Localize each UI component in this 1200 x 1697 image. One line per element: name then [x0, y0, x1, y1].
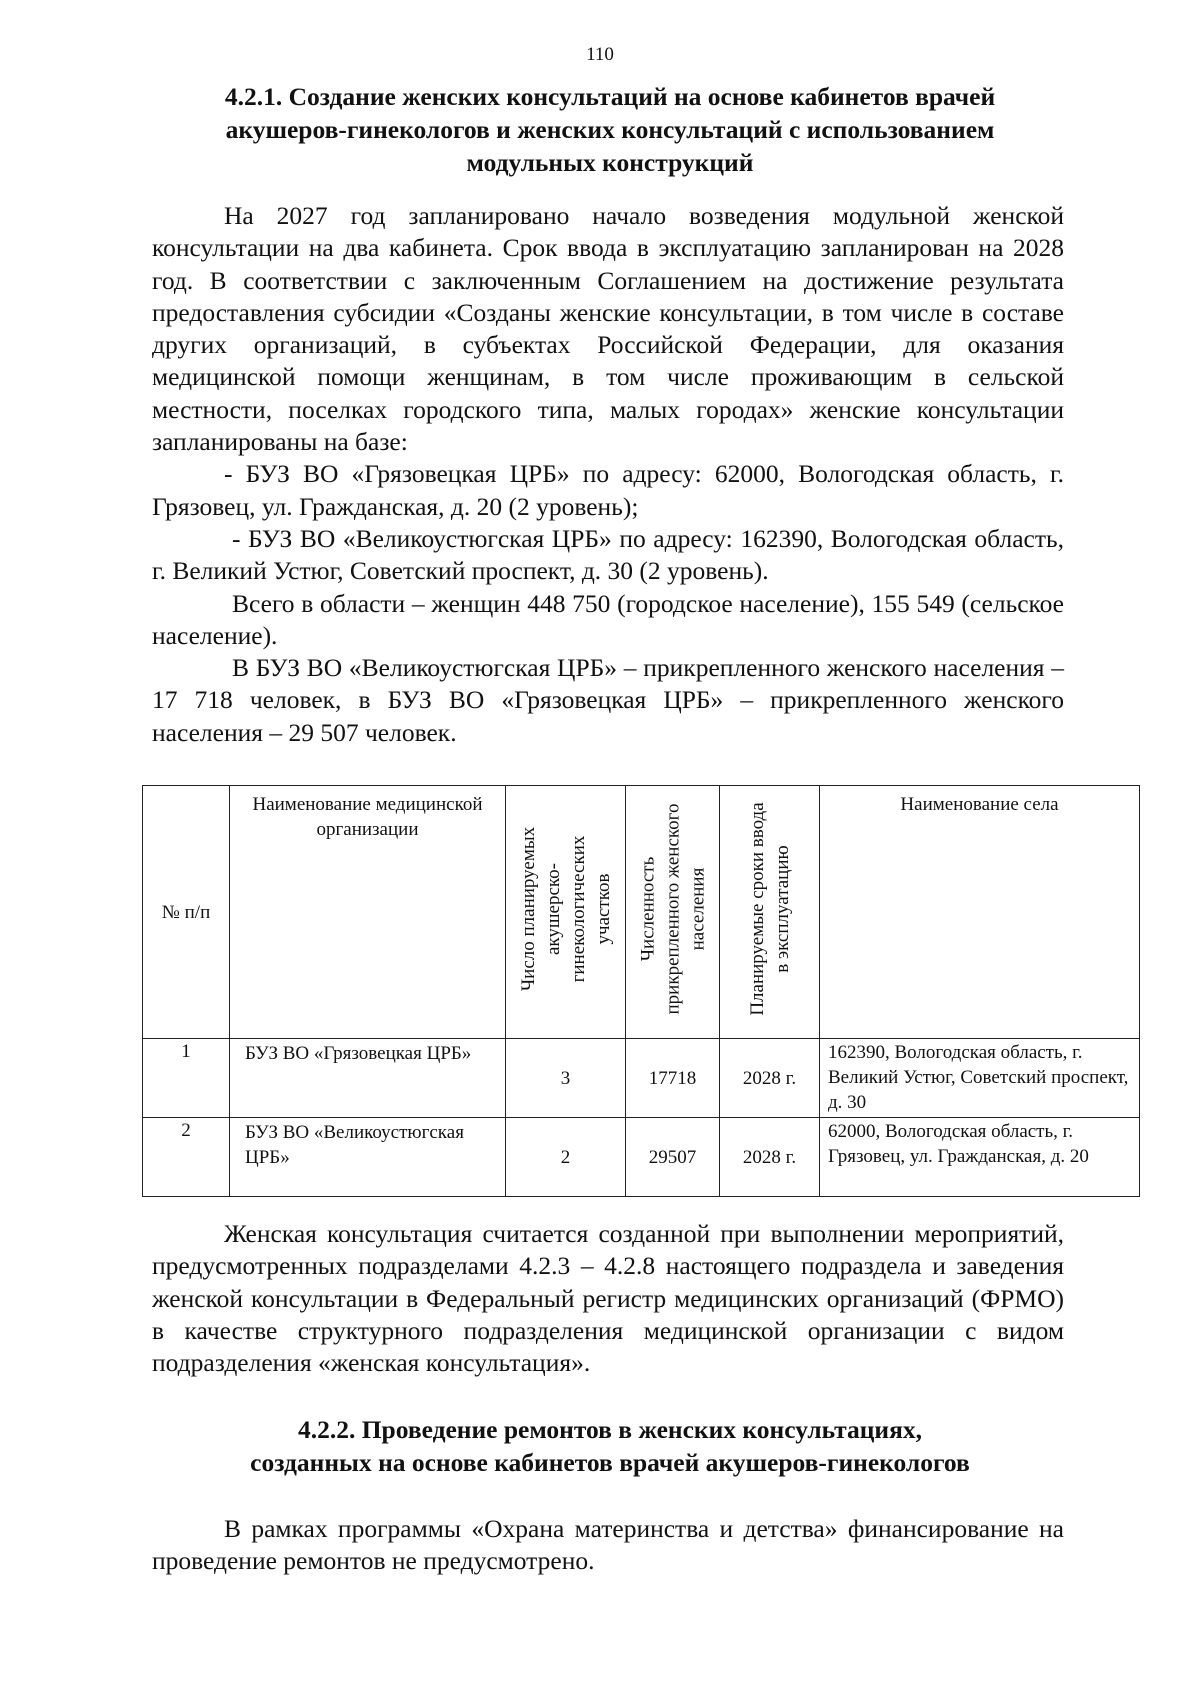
cell-population: 29507	[626, 1118, 720, 1197]
section-heading-4-2-1	[150, 80, 1070, 179]
header-plots	[506, 786, 626, 1039]
header-org: Наименование медицинской организации	[230, 786, 506, 1039]
paragraph-creation-condition: Женская консультация считается созданной при выполнении мероприятий, предусмотренных подразделами 4.2.3 – 4.2.8 настоящего подраздела и заведения женской консультации в Федеральный регистр медицинских организаций (ФРМО) в качестве структурного подразделения медицинской организации с видом подразделения «женская консультация».	[152, 1219, 1064, 1378]
header-population	[626, 786, 720, 1039]
section1-body	[152, 200, 1064, 749]
cell-plots: 3	[506, 1039, 626, 1118]
cell-village: 162390, Вологодская область, г. Великий Устюг, Советский проспект, д. 30	[820, 1039, 1140, 1118]
cell-num: 1	[143, 1039, 230, 1118]
scan-marks	[0, 1672, 1200, 1697]
header-population-text: Численность прикрепленного женского населения	[637, 803, 708, 1015]
header-dates-text: Планируемые сроки ввода в эксплуатацию	[746, 802, 793, 1016]
heading-line: модульных конструкций	[466, 148, 754, 177]
paragraph-attached-population: В БУЗ ВО «Великоустюгская ЦРБ» – прикрепленного женского населения – 17 718 человек, в БУЗ ВО «Грязовецкая ЦРБ» – прикрепленного женского населения – 29 507 человек.	[152, 653, 1064, 747]
cell-org: БУЗ ВО «Великоустюгская ЦРБ»	[230, 1118, 506, 1197]
paragraph-address-gryazovets: - БУЗ ВО «Грязовецкая ЦРБ» по адресу: 62000, Вологодская область, г. Грязовец, ул. Гражданская, д. 20 (2 уровень);	[152, 459, 1064, 521]
cell-plots: 2	[506, 1118, 626, 1197]
heading-line: созданных на основе кабинетов врачей акушеров-гинекологов	[250, 1448, 970, 1477]
table-row	[143, 1039, 1140, 1118]
paragraph-address-velikiy-ustyug: - БУЗ ВО «Великоустюгская ЦРБ» по адресу: 162390, Вологодская область, г. Великий Устюг, Советский проспект, д. 30 (2 уровень).	[152, 523, 1064, 586]
cell-village: 62000, Вологодская область, г. Грязовец, ул. Гражданская, д. 20	[820, 1118, 1140, 1197]
cell-org: БУЗ ВО «Грязовецкая ЦРБ»	[230, 1039, 506, 1118]
heading-line: 4.2.2. Проведение ремонтов в женских консультациях,	[297, 1415, 923, 1444]
header-village: Наименование села	[820, 786, 1140, 1039]
table-row	[143, 1118, 1140, 1197]
paragraph-intro: На 2027 год запланировано начало возведения модульной женской консультации на два кабинета. Срок ввода в эксплуатацию запланирован на 2028 год. В соответствии с заключенным Соглашением на достижение результата предоставления субсидии «Созданы женские консультации, в том числе в составе других организаций, в субъектах Российской Федерации, для оказания медицинской помощи женщинам, в том числе проживающим в сельской местности, поселках городского типа, малых городах» женские консультации запланированы на базе:	[152, 201, 1064, 457]
paragraph-repairs: В рамках программы «Охрана материнства и детства» финансирование на проведение ремонтов не предусмотрено.	[152, 1514, 1064, 1576]
cell-population: 17718	[626, 1039, 720, 1118]
table-header-row	[143, 786, 1140, 1039]
cell-date: 2028 г.	[720, 1118, 820, 1197]
header-dates	[720, 786, 820, 1039]
header-plots-text: Число планируемых акушерско-гинекологических участков	[517, 826, 614, 992]
consultations-table	[142, 785, 1140, 1197]
after-table-body	[152, 1218, 1064, 1379]
heading-line: 4.2.1. Создание женских консультаций на основе кабинетов врачей	[224, 82, 996, 111]
section-heading-4-2-2	[150, 1413, 1070, 1479]
page-number: 110	[586, 44, 614, 65]
cell-date: 2028 г.	[720, 1039, 820, 1118]
paragraph-women-total: Всего в области – женщин 448 750 (городское население), 155 549 (сельское население).	[152, 588, 1064, 650]
section2-body	[152, 1513, 1064, 1578]
header-num: № п/п	[143, 786, 230, 1039]
cell-num: 2	[143, 1118, 230, 1197]
heading-line: акушеров-гинекологов и женских консультаций с использованием	[225, 115, 995, 144]
